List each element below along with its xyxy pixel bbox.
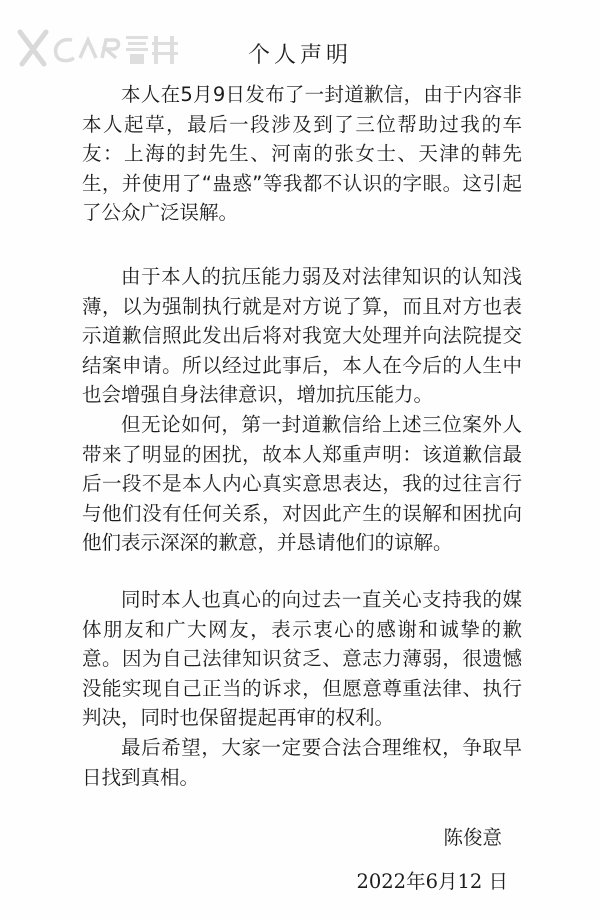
paragraph-1: 本人在5月9日发布了一封道歉信，由于内容非本人起草，最后一段涉及到了三位帮助过我的车友：上海的封先生、河南的张女士、天津的韩先生，并使用了“蛊惑”等我都不认识的字眼。这引起了公众广泛误解。	[82, 83, 522, 224]
paragraph-4: 同时本人也真心的向过去一直关心支持我的媒体朋友和广大网友，表示衷心的感谢和诚挚的歉意。因为自己法律知识贫乏、意志力薄弱，很遗憾没能实现自己正当的诉求，但愿意尊重法律、执行判决，同时也保留提起再审的权利。	[82, 588, 522, 729]
document-title: 个人声明	[247, 43, 352, 68]
paragraph-2: 由于本人的抗压能力弱及对法律知识的认知浅薄，以为强制执行就是对方说了算，而且对方也表示道歉信照此发出后将对我宽大处理并向法院提交结案申请。所以经过此事后，本人在今后的人生中也会增强自身法律意识，增加抗压能力。	[82, 265, 522, 406]
signature-name: 陈俊意	[443, 826, 502, 849]
paragraph-3: 但无论如何，第一封道歉信给上述三位案外人带来了明显的困扰，故本人郑重声明：该道歉信最后一段不是本人内心真实意思表达，我的过往言行与他们没有任何关系，对因此产生的误解和困扰向他们表示深深的歉意，并恳请他们的谅解。	[82, 413, 522, 554]
paragraph-5: 最后希望，大家一定要合法合理维权，争取早日找到真相。	[82, 736, 522, 789]
statement-date: 2022年6月12 日	[356, 870, 508, 893]
